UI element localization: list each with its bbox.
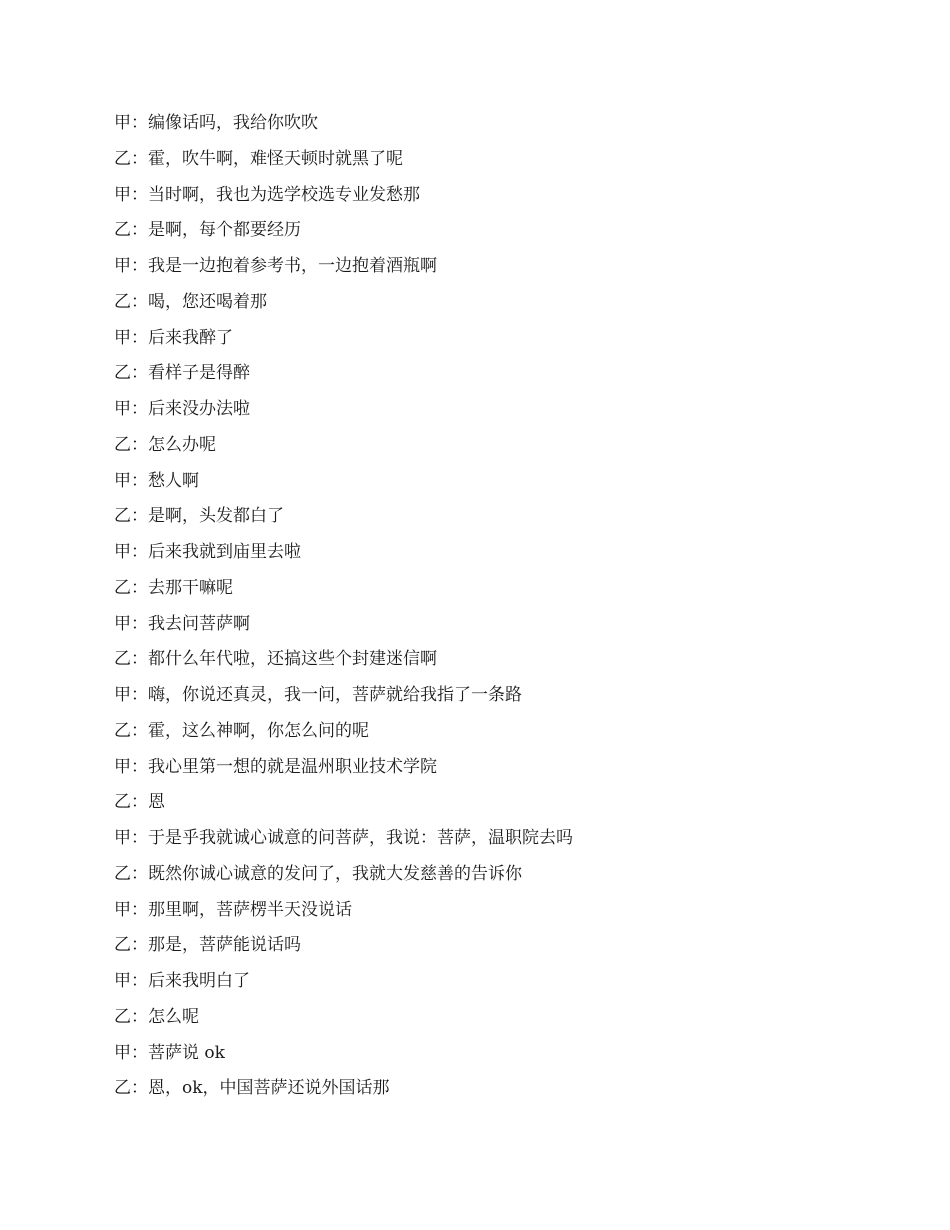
speaker-label: 乙 [114,434,131,455]
speaker-separator: ： [131,506,148,527]
dialogue-text: 去那干嘛呢 [148,577,233,598]
dialogue-text: 怎么呢 [148,1006,199,1027]
speaker-label: 甲 [114,899,131,920]
speaker-label: 甲 [114,542,131,562]
speaker-label: 甲 [114,1042,131,1063]
speaker-separator: ： [131,899,148,920]
dialogue-text: 看样子是得醉 [148,363,250,384]
speaker-label: 甲 [114,756,131,777]
speaker-label: 甲 [114,470,131,491]
speaker-separator: ： [131,613,148,634]
speaker-separator: ： [131,220,148,241]
dialogue-text: 菩萨说 ok [148,1042,225,1063]
dialogue-text: 既然你诚心诚意的发问了，我就大发慈善的告诉你 [148,863,522,884]
dialogue-line [114,573,874,609]
dialogue-text: 嗨，你说还真灵，我一问，菩萨就给我指了一条路 [148,685,522,705]
dialogue-text: 我去问菩萨啊 [148,613,250,634]
speaker-label: 甲 [114,399,131,419]
speaker-separator: ： [131,577,148,598]
dialogue-line [114,108,874,144]
speaker-label: 乙 [114,935,131,956]
dialogue-text: 恩 [148,792,165,813]
speaker-separator: ： [131,792,148,813]
dialogue-line [114,716,874,752]
speaker-separator: ： [131,828,148,848]
speaker-label: 乙 [114,1078,131,1099]
speaker-label: 甲 [114,828,131,848]
dialogue-text: 后来没办法啦 [148,399,250,419]
dialogue-line [114,609,874,645]
dialogue-line [114,1073,874,1109]
speaker-separator: ： [131,685,148,705]
speaker-separator: ： [131,1078,148,1099]
dialogue-text: 都什么年代啦，还搞这些个封建迷信啊 [148,649,437,670]
speaker-separator: ： [131,720,148,741]
dialogue-line [114,251,874,287]
speaker-separator: ： [131,113,148,133]
speaker-separator: ： [131,971,148,991]
dialogue-text: 霍，这么神啊，你怎么问的呢 [148,720,369,741]
dialogue-line [114,394,874,430]
dialogue-text: 恩，ok，中国菩萨还说外国话那 [148,1078,390,1099]
dialogue-line [114,644,874,680]
dialogue-text: 喝，您还喝着那 [148,291,267,312]
dialogue-line [114,752,874,788]
dialogue-line [114,966,874,1002]
speaker-separator: ： [131,542,148,562]
dialogue-text: 愁人啊 [148,470,199,491]
dialogue-line [114,430,874,466]
speaker-label: 甲 [114,685,131,705]
speaker-label: 甲 [114,327,131,348]
speaker-label: 乙 [114,577,131,598]
dialogue-text: 后来我明白了 [148,971,250,991]
speaker-separator: ： [131,756,148,777]
dialogue-text: 是啊，头发都白了 [148,506,284,527]
speaker-label: 乙 [114,148,131,169]
dialogue-text: 那是，菩萨能说话吗 [148,935,301,956]
speaker-separator: ： [131,1042,148,1063]
dialogue-line [114,180,874,216]
speaker-label: 乙 [114,720,131,741]
speaker-label: 甲 [114,613,131,634]
dialogue-line [114,537,874,573]
speaker-separator: ： [131,327,148,348]
dialogue-text: 怎么办呢 [148,434,216,455]
dialogue-text: 后来我就到庙里去啦 [148,542,301,562]
speaker-label: 甲 [114,256,131,276]
speaker-separator: ： [131,863,148,884]
speaker-label: 乙 [114,649,131,670]
speaker-separator: ： [131,148,148,169]
speaker-separator: ： [131,363,148,384]
speaker-separator: ： [131,935,148,956]
dialogue-line [114,466,874,502]
dialogue-line [114,1038,874,1074]
speaker-label: 乙 [114,363,131,384]
dialogue-list [114,108,874,1109]
dialogue-text: 是啊，每个都要经历 [148,220,301,241]
speaker-label: 甲 [114,113,131,133]
speaker-separator: ： [131,184,148,205]
dialogue-line [114,787,874,823]
speaker-separator: ： [131,1006,148,1027]
dialogue-text: 霍，吹牛啊，难怪天顿时就黑了呢 [148,148,403,169]
speaker-label: 乙 [114,792,131,813]
dialogue-text: 当时啊，我也为选学校选专业发愁那 [148,184,420,205]
speaker-separator: ： [131,256,148,276]
dialogue-line [114,501,874,537]
speaker-label: 甲 [114,184,131,205]
dialogue-text: 那里啊，菩萨楞半天没说话 [148,899,352,920]
speaker-label: 甲 [114,971,131,991]
dialogue-line [114,895,874,931]
dialogue-line [114,680,874,716]
dialogue-text: 编像话吗，我给你吹吹 [148,113,318,133]
dialogue-line [114,144,874,180]
speaker-label: 乙 [114,1006,131,1027]
dialogue-line [114,1002,874,1038]
speaker-label: 乙 [114,863,131,884]
dialogue-text: 我是一边抱着参考书，一边抱着酒瓶啊 [148,256,437,276]
speaker-label: 乙 [114,506,131,527]
dialogue-text: 我心里第一想的就是温州职业技术学院 [148,756,437,777]
dialogue-line [114,215,874,251]
dialogue-line [114,287,874,323]
dialogue-line [114,323,874,359]
dialogue-line [114,358,874,394]
speaker-separator: ： [131,434,148,455]
speaker-separator: ： [131,649,148,670]
speaker-label: 乙 [114,220,131,241]
dialogue-line [114,859,874,895]
dialogue-line [114,930,874,966]
speaker-separator: ： [131,291,148,312]
dialogue-text: 后来我醉了 [148,327,233,348]
dialogue-text: 于是乎我就诚心诚意的问菩萨，我说：菩萨，温职院去吗 [148,828,573,848]
speaker-separator: ： [131,470,148,491]
speaker-label: 乙 [114,291,131,312]
speaker-separator: ： [131,399,148,419]
dialogue-line [114,823,874,859]
